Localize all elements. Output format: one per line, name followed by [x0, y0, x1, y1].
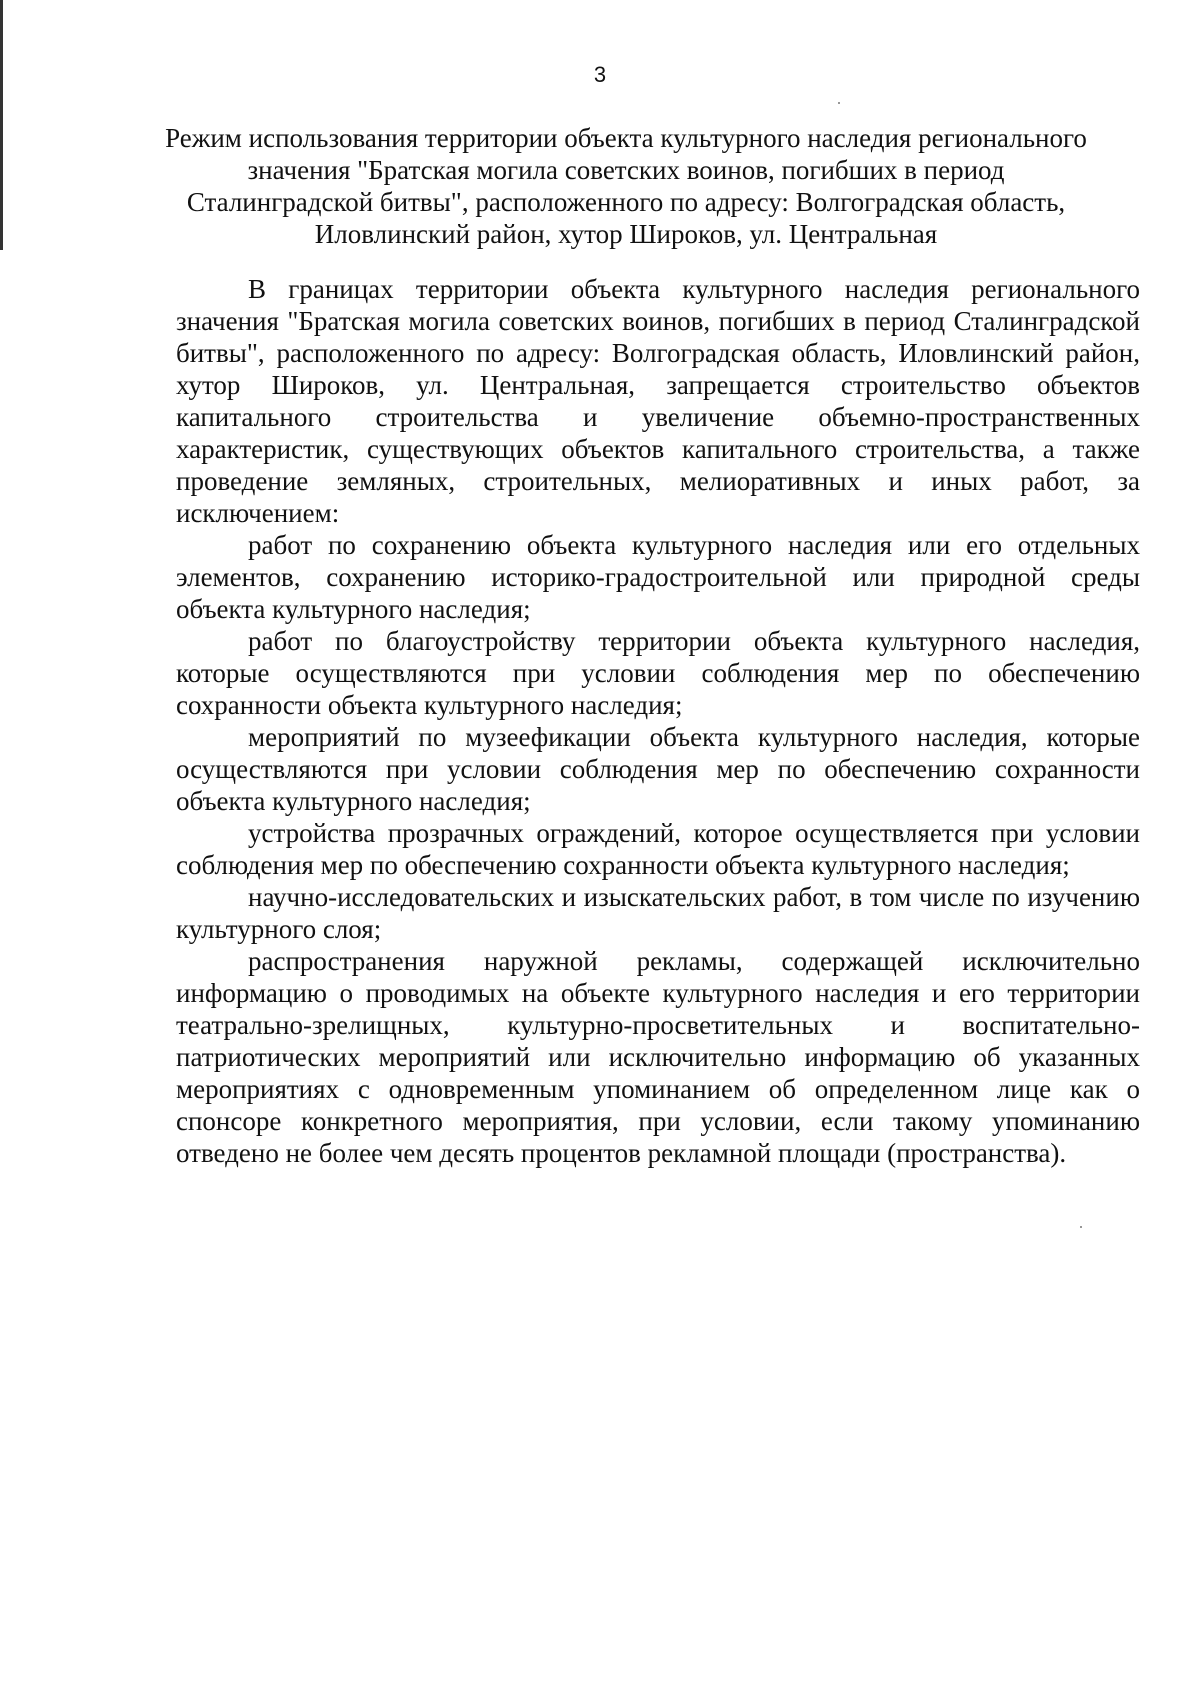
paragraph-intro: В границах территории объекта культурного наследия регионального значения "Братская могила советских воинов, погибших в период Сталинградской битвы", расположенного по адресу: Волгоградская область, Иловлинский район, хутор Широков, ул. Центральная, запрещается строительство объектов капитального строительства и увеличение объемно-пространственных характеристик, существующих объектов капитального строительства, а также проведение земляных, строительных, мелиоративных и иных работ, за исключением:	[176, 274, 1140, 528]
scan-edge-mark	[0, 0, 3, 250]
scan-speck	[838, 102, 840, 104]
paragraph-exception-advertising: распространения наружной рекламы, содержащей исключительно информацию о проводимых на объекте культурного наследия и его территории театрально-зрелищных, культурно-просветительных и воспитательно-патриотических мероприятий или исключительно информацию об указанных мероприятиях с одновременным упоминанием об определенном лице как о спонсоре конкретного мероприятия, при условии, если такому упоминанию отведено не более чем десять процентов рекламной площади (пространства).	[176, 946, 1140, 1168]
paragraph-exception-fences: устройства прозрачных ограждений, которое осуществляется при условии соблюдения мер по обеспечению сохранности объекта культурного наследия;	[176, 818, 1140, 880]
paragraph-exception-research: научно-исследовательских и изыскательских работ, в том числе по изучению культурного слоя;	[176, 882, 1140, 944]
scan-speck	[1080, 1226, 1082, 1228]
document-title: Режим использования территории объекта культурного наследия регионального значения "Братская могила советских воинов, погибших в период Сталинградской битвы", расположенного по адресу: Волгоградская область, Иловлинский район, хутор Широков, ул. Центральная	[165, 123, 1087, 249]
document-body	[176, 273, 1140, 1169]
page-number: 3	[593, 62, 607, 87]
paragraph-exception-preservation: работ по сохранению объекта культурного наследия или его отдельных элементов, сохранению историко-градостроительной или природной среды объекта культурного наследия;	[176, 530, 1140, 624]
paragraph-exception-museumification: мероприятий по музеефикации объекта культурного наследия, которые осуществляются при условии соблюдения мер по обеспечению сохранности объекта культурного наследия;	[176, 722, 1140, 816]
paragraph-exception-landscaping: работ по благоустройству территории объекта культурного наследия, которые осуществляются при условии соблюдения мер по обеспечению сохранности объекта культурного наследия;	[176, 626, 1140, 720]
